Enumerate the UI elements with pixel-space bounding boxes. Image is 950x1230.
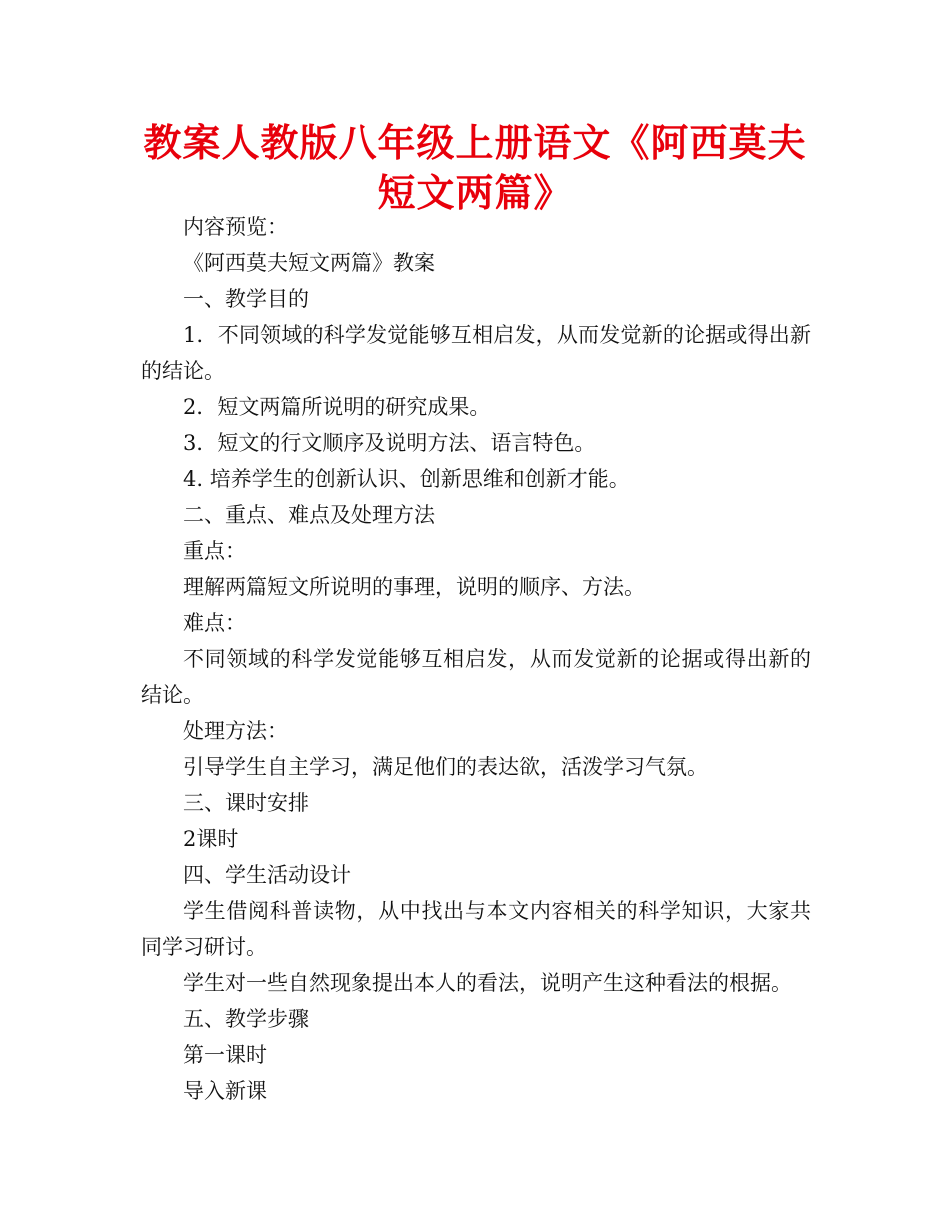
difficulty-text: 不同领域的科学发觉能够互相启发，从而发觉新的论据或得出新的结论。 <box>141 647 811 707</box>
document-title: 教案人教版八年级上册语文《阿西莫夫短文两篇》 <box>143 121 807 215</box>
label-first-lesson: 第一课时 <box>183 1043 267 1067</box>
activity-item-1: 学生借阅科普读物，从中找出与本文内容相关的科学知识，大家共同学习研讨。 <box>141 899 811 959</box>
objective-item-2: 2．短文两篇所说明的研究成果。 <box>183 395 491 419</box>
label-method: 处理方法： <box>183 719 288 743</box>
method-text: 引导学生自主学习，满足他们的表达欲，活泼学习气氛。 <box>183 755 708 779</box>
objective-item-3: 3．短文的行文顺序及说明方法、语言特色。 <box>183 431 596 455</box>
schedule-text: 2课时 <box>183 827 239 851</box>
document-body <box>141 209 811 1109</box>
heading-key-points: 二、重点、难点及处理方法 <box>183 503 435 527</box>
heading-activities: 四、学生活动设计 <box>183 863 351 887</box>
heading-schedule: 三、课时安排 <box>183 791 309 815</box>
heading-teaching-steps: 五、教学步骤 <box>183 1007 309 1031</box>
label-difficulty: 难点： <box>183 611 246 635</box>
objective-item-4: 4. 培养学生的创新认识、创新思维和创新才能。 <box>183 467 630 491</box>
activity-item-2: 学生对一些自然现象提出本人的看法，说明产生这种看法的根据。 <box>183 971 792 995</box>
label-key-point: 重点： <box>183 539 246 563</box>
objective-item-1: 1．不同领域的科学发觉能够互相启发，从而发觉新的论据或得出新的结论。 <box>141 323 811 383</box>
paragraph-preview-label: 内容预览： <box>183 215 288 239</box>
paragraph-lesson-title: 《阿西莫夫短文两篇》教案 <box>183 251 435 275</box>
key-point-text: 理解两篇短文所说明的事理，说明的顺序、方法。 <box>183 575 645 599</box>
label-introduction: 导入新课 <box>183 1079 267 1103</box>
heading-teaching-objectives: 一、教学目的 <box>183 287 309 311</box>
